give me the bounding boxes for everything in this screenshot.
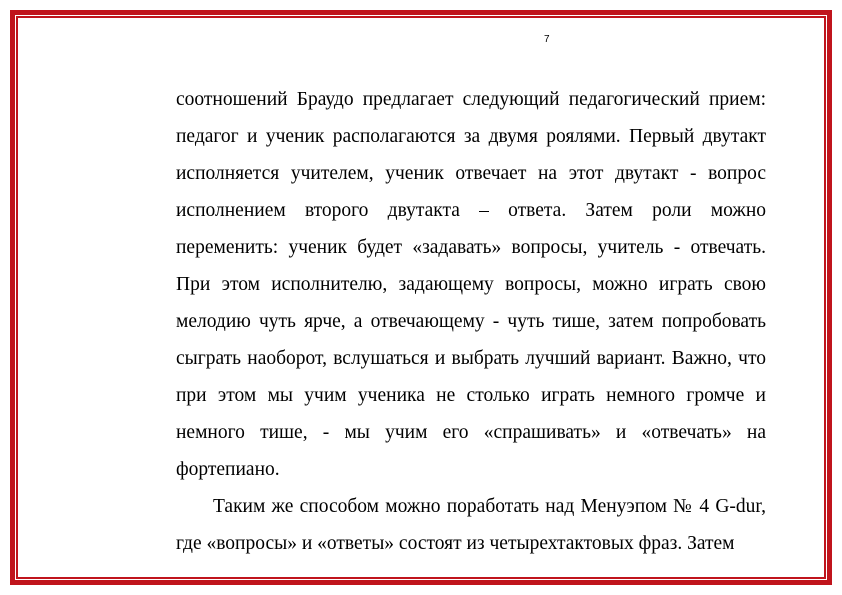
paragraph-2: Таким же способом можно поработать над Менуэпом № 4 G-dur, где «вопросы» и «ответы» состоят из четырехтактовых фраз. Затем: [176, 496, 766, 554]
page-number: 7: [544, 34, 550, 45]
paragraph-1: соотношений Браудо предлагает следующий педагогический прием: педагог и ученик располагаются за двумя роялями. Первый двутакт исполняется учителем, ученик отвечает на этот двутакт - вопрос исполнением второго двутакта – ответа. Затем роли можно переменить: ученик будет «задавать» вопросы, учитель - отвечать. При этом исполнителю, задающему вопросы, можно играть свою мелодию чуть ярче, а отвечающему - чуть тише, затем попробовать сыграть наоборот, вслушаться и выбрать лучший вариант. Важно, что при этом мы учим ученика не столько играть немного громче и немного тише, - мы учим его «спрашивать» и «отвечать» на фортепиано.: [176, 89, 766, 480]
body-text: [176, 81, 766, 562]
